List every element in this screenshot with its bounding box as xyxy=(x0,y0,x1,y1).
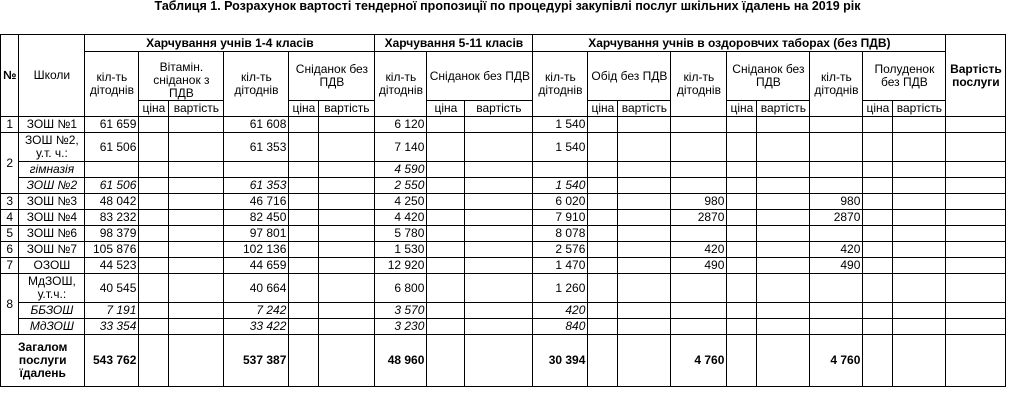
cell-g2-kids: 7 140 xyxy=(375,133,427,162)
cell-g2-kids: 3 570 xyxy=(375,303,427,319)
table-row xyxy=(1,178,1006,194)
cell-g3-kids: 1 540 xyxy=(533,178,588,194)
total-g2-kids: 48 960 xyxy=(375,335,427,387)
cell-g3-kids: 8 078 xyxy=(533,226,588,242)
cell-g1-kids2: 61 608 xyxy=(224,117,289,133)
cell-g1-kids: 33 354 xyxy=(85,319,139,335)
header-kids: кіл-ть дітоднів xyxy=(224,52,289,117)
cell-g2-kids: 12 920 xyxy=(375,258,427,274)
cell-g3-kids2 xyxy=(671,117,727,133)
total-g1-kids2: 537 387 xyxy=(224,335,289,387)
table-row xyxy=(1,274,1006,303)
cell-g3-kids xyxy=(533,162,588,178)
cell-g1-kids: 61 506 xyxy=(85,178,139,194)
header-cost: вартість xyxy=(465,101,533,117)
header-price: ціна xyxy=(427,101,465,117)
table-row xyxy=(1,194,1006,210)
cell-g3-kids3: 420 xyxy=(810,242,863,258)
cell-g1-kids: 7 191 xyxy=(85,303,139,319)
row-number: 8 xyxy=(1,274,19,335)
cell-g1-kids2: 46 716 xyxy=(224,194,289,210)
cell-g1-kids: 48 042 xyxy=(85,194,139,210)
cell-g1-kids2: 61 353 xyxy=(224,178,289,194)
header-group-1-4: Харчування учнів 1-4 класів xyxy=(85,35,375,52)
cell-g3-kids2: 980 xyxy=(671,194,727,210)
table-row xyxy=(1,319,1006,335)
school-name: ЗОШ №3 xyxy=(19,194,85,210)
cell-g1-kids2: 97 801 xyxy=(224,226,289,242)
header-schools: Школи xyxy=(19,35,85,117)
cell-g1-kids2: 61 353 xyxy=(224,133,289,162)
cell-g3-kids2 xyxy=(671,178,727,194)
header-snack: Полуденок без ПДВ xyxy=(863,52,946,101)
page-title: Таблиця 1. Розрахунок вартості тендерної пропозиції по процедурі закупівлі послуг шкільних їдалень на 2019 рік xyxy=(154,0,861,13)
header-price: ціна xyxy=(588,101,618,117)
cell-g2-kids: 1 530 xyxy=(375,242,427,258)
cell-g3-kids: 1 540 xyxy=(533,117,588,133)
cell-g3-kids: 7 910 xyxy=(533,210,588,226)
header-cost: вартість xyxy=(757,101,810,117)
total-g3-kids2: 4 760 xyxy=(671,335,727,387)
table-row xyxy=(1,133,1006,162)
cell-g3-kids: 1 260 xyxy=(533,274,588,303)
cell-g3-kids2 xyxy=(671,303,727,319)
school-name: ОЗОШ xyxy=(19,258,85,274)
cell-g3-kids: 2 576 xyxy=(533,242,588,258)
total-g3-kids3: 4 760 xyxy=(810,335,863,387)
table-row xyxy=(1,117,1006,133)
school-name: МдЗОШ xyxy=(19,319,85,335)
tender-table xyxy=(0,34,1006,387)
cell-g3-kids3: 490 xyxy=(810,258,863,274)
header-kids: кіл-ть дітоднів xyxy=(810,52,863,117)
header-breakfast: Сніданок без ПДВ xyxy=(727,52,810,101)
cell-g1-kids: 44 523 xyxy=(85,258,139,274)
header-kids: кіл-ть дітоднів xyxy=(85,52,139,117)
header-cost: вартість xyxy=(618,101,671,117)
table-row xyxy=(1,258,1006,274)
cell-g2-kids: 6 120 xyxy=(375,117,427,133)
cell-g1-kids: 61 506 xyxy=(85,133,139,162)
cell-g3-kids2: 420 xyxy=(671,242,727,258)
cell-g2-kids: 4 250 xyxy=(375,194,427,210)
header-breakfast: Сніданок без ПДВ xyxy=(289,52,375,101)
cell-g2-kids: 4 420 xyxy=(375,210,427,226)
cell-g1-kids2: 102 136 xyxy=(224,242,289,258)
cell-g3-kids3 xyxy=(810,117,863,133)
table-row xyxy=(1,226,1006,242)
cell-g1-kids2: 33 422 xyxy=(224,319,289,335)
school-name: ЗОШ №1 xyxy=(19,117,85,133)
cell-g2-kids: 4 590 xyxy=(375,162,427,178)
header-price: ціна xyxy=(863,101,893,117)
header-group-camps: Харчування учнів в оздоровчих таборах (без ПДВ) xyxy=(533,35,946,52)
cell-g1-kids2: 40 664 xyxy=(224,274,289,303)
cell-g1-kids: 98 379 xyxy=(85,226,139,242)
table-row xyxy=(1,242,1006,258)
header-cost: вартість xyxy=(319,101,375,117)
table-body xyxy=(1,117,1006,335)
cell-g1-kids2: 44 659 xyxy=(224,258,289,274)
header-vitamin-breakfast: Вітамін. сніданок з ПДВ xyxy=(139,52,224,101)
total-label: Загалом послуги їдалень xyxy=(1,335,85,387)
header-cost: вартість xyxy=(169,101,224,117)
cell-g3-kids3: 2870 xyxy=(810,210,863,226)
school-name: ЗОШ №6 xyxy=(19,226,85,242)
cell-g3-kids2 xyxy=(671,274,727,303)
cell-g3-kids2 xyxy=(671,226,727,242)
cell-g3-kids: 6 020 xyxy=(533,194,588,210)
cell-g1-kids: 61 659 xyxy=(85,117,139,133)
header-kids: кіл-ть дітоднів xyxy=(533,52,588,117)
cell-g3-kids3 xyxy=(810,162,863,178)
cell-g3-kids2: 490 xyxy=(671,258,727,274)
header-price: ціна xyxy=(289,101,319,117)
school-name: МдЗОШ, у.т.ч.: xyxy=(19,274,85,303)
row-number: 4 xyxy=(1,210,19,226)
cell-g3-kids3 xyxy=(810,226,863,242)
cell-g1-kids: 83 232 xyxy=(85,210,139,226)
school-name: ЗОШ №2 xyxy=(19,178,85,194)
cell-g3-kids: 840 xyxy=(533,319,588,335)
school-name: ББЗОШ xyxy=(19,303,85,319)
school-name: ЗОШ №7 xyxy=(19,242,85,258)
header-kids: кіл-ть дітоднів xyxy=(375,52,427,117)
school-name: ЗОШ №2, у.т. ч.: xyxy=(19,133,85,162)
cell-g3-kids3 xyxy=(810,274,863,303)
cell-g2-kids: 3 230 xyxy=(375,319,427,335)
total-g1-kids: 543 762 xyxy=(85,335,139,387)
cell-g3-kids: 1 470 xyxy=(533,258,588,274)
row-number: 3 xyxy=(1,194,19,210)
header-price: ціна xyxy=(139,101,169,117)
cell-g3-kids2 xyxy=(671,319,727,335)
row-number: 5 xyxy=(1,226,19,242)
cell-g2-kids: 5 780 xyxy=(375,226,427,242)
table-row xyxy=(1,303,1006,319)
total-g3-kids: 30 394 xyxy=(533,335,588,387)
cell-g1-kids2: 82 450 xyxy=(224,210,289,226)
cell-g3-kids2: 2870 xyxy=(671,210,727,226)
cell-g2-kids: 2 550 xyxy=(375,178,427,194)
cell-g3-kids3 xyxy=(810,178,863,194)
cell-g1-kids2 xyxy=(224,162,289,178)
header-service-cost: Вартість послуги xyxy=(946,35,1006,117)
cell-g1-kids xyxy=(85,162,139,178)
table-row xyxy=(1,162,1006,178)
cell-g1-kids: 105 876 xyxy=(85,242,139,258)
row-number: 2 xyxy=(1,133,19,194)
cell-g1-kids2: 7 242 xyxy=(224,303,289,319)
cell-g3-kids: 1 540 xyxy=(533,133,588,162)
cell-g3-kids: 420 xyxy=(533,303,588,319)
cell-g2-kids: 6 800 xyxy=(375,274,427,303)
cell-g3-kids3 xyxy=(810,303,863,319)
header-price: ціна xyxy=(727,101,757,117)
school-name: гімназія xyxy=(19,162,85,178)
row-number: 1 xyxy=(1,117,19,133)
row-number: 6 xyxy=(1,242,19,258)
header-no: № xyxy=(1,35,19,117)
header-cost: вартість xyxy=(893,101,946,117)
cell-g3-kids2 xyxy=(671,133,727,162)
cell-g3-kids3 xyxy=(810,133,863,162)
header-breakfast: Сніданок без ПДВ xyxy=(427,52,533,101)
school-name: ЗОШ №4 xyxy=(19,210,85,226)
header-kids: кіл-ть дітоднів xyxy=(671,52,727,117)
cell-g3-kids3 xyxy=(810,319,863,335)
table-row xyxy=(1,210,1006,226)
header-group-5-11: Харчування 5-11 класів xyxy=(375,35,533,52)
row-number: 7 xyxy=(1,258,19,274)
cell-g3-kids2 xyxy=(671,162,727,178)
cell-g1-kids: 40 545 xyxy=(85,274,139,303)
cell-g3-kids3: 980 xyxy=(810,194,863,210)
header-lunch: Обід без ПДВ xyxy=(588,52,671,101)
